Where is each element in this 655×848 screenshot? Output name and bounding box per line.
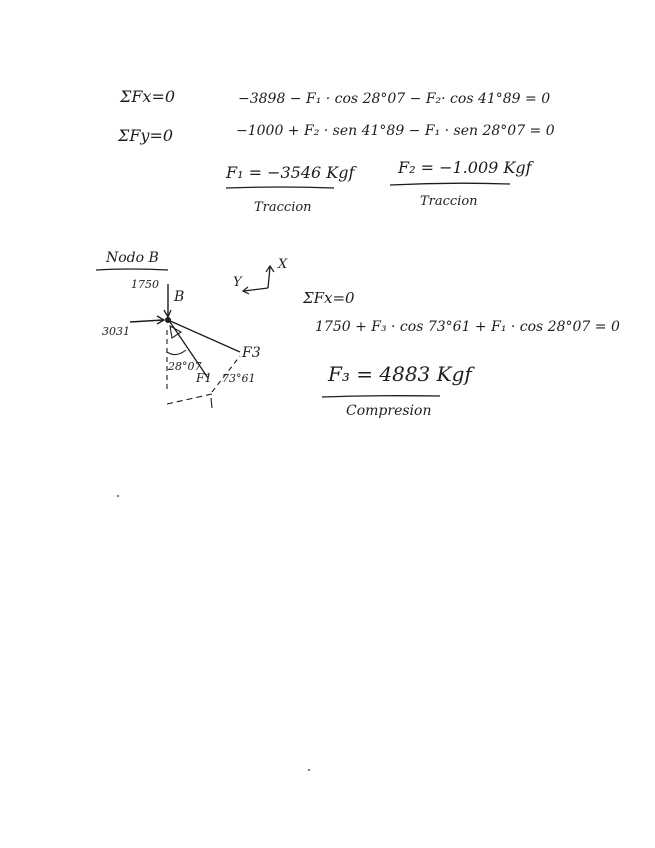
angle-left-label: 28°07 (168, 360, 202, 373)
axis-y-label: Y (233, 275, 242, 290)
sum-fx-equation: −3898 − F₁ · cos 28°07 − F₂· cos 41°89 = 0 (238, 91, 551, 107)
nodo-b-title: Nodo B (106, 250, 159, 266)
horizontal-load-line (130, 320, 163, 322)
bottom-reference-dashed (167, 394, 212, 404)
f2-result-underline (390, 183, 510, 185)
f1-state: Traccion (254, 200, 312, 215)
stray-mark (308, 769, 310, 771)
nodo-b-underline (96, 269, 168, 270)
f1-result: F₁ = −3546 Kgf (226, 163, 355, 182)
axis-y-line (244, 288, 268, 291)
f3-result-underline (322, 396, 440, 397)
node-b-sum-fx-equation: 1750 + F₃ · cos 73°61 + F₁ · cos 28°07 = 0 (315, 319, 620, 335)
f3-state: Compresion (346, 403, 432, 419)
member-f1-label: F1 (196, 371, 212, 385)
f1-result-underline (226, 187, 334, 188)
axis-x-label: X (278, 257, 288, 272)
sum-fx-label: ΣFx=0 (120, 87, 176, 106)
member-f3-label: F3 (242, 345, 261, 361)
f3-result: F₃ = 4883 Kgf (328, 362, 472, 386)
angle-arc-left (167, 350, 186, 355)
f2-state: Traccion (420, 194, 478, 209)
sum-fy-label: ΣFy=0 (118, 126, 174, 145)
reference-tick (211, 398, 212, 408)
node-b-label: B (174, 289, 185, 305)
node-b-sum-fx-label: ΣFx=0 (303, 289, 355, 307)
stray-mark (117, 495, 119, 497)
axis-x-line (268, 267, 270, 288)
angle-right-label: 73°61 (222, 372, 256, 385)
sum-fy-equation: −1000 + F₂ · sen 41°89 − F₁ · sen 28°07 = 0 (236, 123, 555, 139)
f2-result: F₂ = −1.009 Kgf (398, 158, 532, 177)
vertical-load-value: 1750 (131, 278, 159, 291)
horizontal-load-value: 3031 (102, 325, 130, 338)
